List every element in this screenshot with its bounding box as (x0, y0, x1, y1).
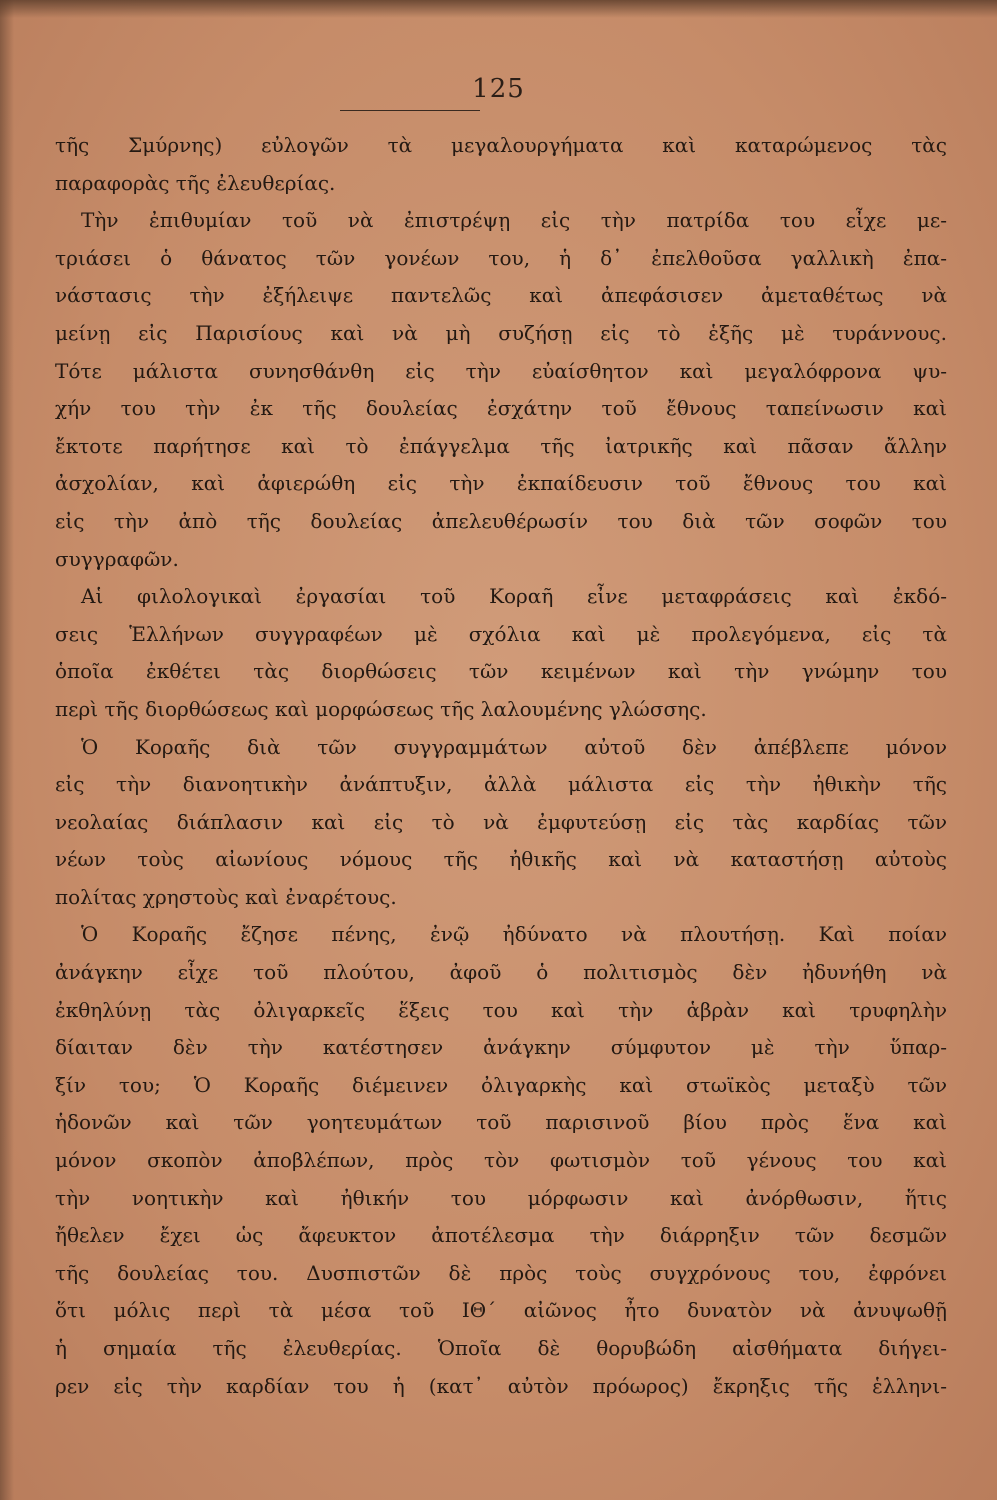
text-line: τὴν νοητικὴν καὶ ἠθικήν του μόρφωσιν καὶ ἀνόρθωσιν, ἥτις (55, 1185, 947, 1210)
text-line: ἀνάγκην εἶχε τοῦ πλούτου, ἀφοῦ ὁ πολιτισμὸς δὲν ἠδυνήθη νὰ (55, 960, 947, 985)
text-line: τῆς δουλείας του. Δυσπιστῶν δὲ πρὸς τοὺς συγχρόνους του, ἐφρόνει (55, 1260, 947, 1285)
text-line: ὁποῖα ἐκθέτει τὰς διορθώσεις τῶν κειμένων καὶ τὴν γνώμην του (55, 659, 947, 684)
text-line: νέων τοὺς αἰωνίους νόμους τῆς ἠθικῆς καὶ νὰ καταστήσῃ αὐτοὺς (55, 847, 947, 872)
text-line: μόνον σκοπὸν ἀποβλέπων, πρὸς τὸν φωτισμὸν τοῦ γένους του καὶ (55, 1148, 947, 1173)
text-line: Ὁ Κοραῆς διὰ τῶν συγγραμμάτων αὐτοῦ δὲν ἀπέβλεπε μόνον (81, 734, 947, 759)
text-line: ὅτι μόλις περὶ τὰ μέσα τοῦ ΙΘ´ αἰῶνος ἦτο δυνατὸν νὰ ἀνυψωθῇ (55, 1298, 947, 1323)
binding-shadow (0, 0, 14, 1500)
text-line: παραφορὰς τῆς ἐλευθερίας. (55, 170, 336, 195)
text-line: ἡδονῶν καὶ τῶν γοητευμάτων τοῦ παρισινοῦ βίου πρὸς ἕνα καὶ (55, 1110, 947, 1135)
text-line: νεολαίας διάπλασιν καὶ εἰς τὸ νὰ ἐμφυτεύσῃ εἰς τὰς καρδίας τῶν (55, 809, 947, 834)
page-number: 125 (472, 74, 525, 104)
text-line: ἔκτοτε παρήτησε καὶ τὸ ἐπάγγελμα τῆς ἰατρικῆς καὶ πᾶσαν ἄλλην (55, 433, 947, 458)
header-rule (340, 110, 480, 111)
text-line: μείνῃ εἰς Παρισίους καὶ νὰ μὴ συζήσῃ εἰς τὸ ἑξῆς μὲ τυράννους. (55, 320, 947, 345)
text-line: Τὴν ἐπιθυμίαν τοῦ νὰ ἐπιστρέψῃ εἰς τὴν πατρίδα του εἶχε με- (81, 208, 947, 233)
text-line: ἐκθηλύνῃ τὰς ὀλιγαρκεῖς ἕξεις του καὶ τὴν ἁβρὰν καὶ τρυφηλὴν (55, 997, 947, 1022)
text-line: χήν του τὴν ἐκ τῆς δουλείας ἐσχάτην τοῦ ἔθνους ταπείνωσιν καὶ (55, 396, 947, 421)
text-line: πολίτας χρηστοὺς καὶ ἐναρέτους. (55, 884, 397, 909)
text-line: περὶ τῆς διορθώσεως καὶ μορφώσεως τῆς λαλουμένης γλώσσης. (55, 696, 707, 721)
text-line: Αἱ φιλολογικαὶ ἐργασίαι τοῦ Κοραῆ εἶνε μεταφράσεις καὶ ἐκδό- (81, 584, 947, 609)
text-line: δίαιταν δὲν τὴν κατέστησεν ἀνάγκην σύμφυτον μὲ τὴν ὕπαρ- (55, 1035, 947, 1060)
text-line: νάστασις τὴν ἐξήλειψε παντελῶς καὶ ἀπεφάσισεν ἀμεταθέτως νὰ (55, 283, 947, 308)
body-text (55, 127, 947, 1405)
text-line: εἰς τὴν ἀπὸ τῆς δουλείας ἀπελευθέρωσίν του διὰ τῶν σοφῶν του (55, 508, 947, 533)
text-line: ἡ σημαία τῆς ἐλευθερίας. Ὁποῖα δὲ θορυβώδη αἰσθήματα διήγει- (55, 1336, 947, 1360)
text-line: ξίν του; Ὁ Κοραῆς διέμεινεν ὀλιγαρκὴς καὶ στωϊκὸς μεταξὺ τῶν (55, 1072, 947, 1097)
text-line: συγγραφῶν. (55, 546, 179, 571)
text-line: ἤθελεν ἔχει ὡς ἄφευκτον ἀποτέλεσμα τὴν διάρρηξιν τῶν δεσμῶν (55, 1223, 947, 1248)
text-line: τῆς Σμύρνης) εὐλογῶν τὰ μεγαλουργήματα καὶ καταρώμενος τὰς (55, 133, 947, 157)
text-line: σεις Ἑλλήνων συγγραφέων μὲ σχόλια καὶ μὲ προλεγόμενα, εἰς τὰ (55, 621, 947, 646)
text-line: Τότε μάλιστα συνησθάνθη εἰς τὴν εὐαίσθητον καὶ μεγαλόφρονα ψυ- (55, 358, 947, 383)
text-line: εἰς τὴν διανοητικὴν ἀνάπτυξιν, ἀλλὰ μάλιστα εἰς τὴν ἠθικὴν τῆς (55, 772, 947, 797)
top-edge-stain (0, 0, 997, 18)
text-line: τριάσει ὁ θάνατος τῶν γονέων του, ἡ δ᾽ ἐπελθοῦσα γαλλικὴ ἐπα- (55, 245, 947, 270)
text-line: ἀσχολίαν, καὶ ἀφιερώθη εἰς τὴν ἐκπαίδευσιν τοῦ ἔθνους του καὶ (55, 471, 947, 496)
text-line: ρεν εἰς τὴν καρδίαν του ἡ (κατ᾽ αὐτὸν πρόωρος) ἔκρηξις τῆς ἑλληνι- (55, 1373, 947, 1398)
text-line: Ὁ Κοραῆς ἔζησε πένης, ἐνῷ ἠδύνατο νὰ πλουτήσῃ. Καὶ ποίαν (81, 922, 947, 947)
